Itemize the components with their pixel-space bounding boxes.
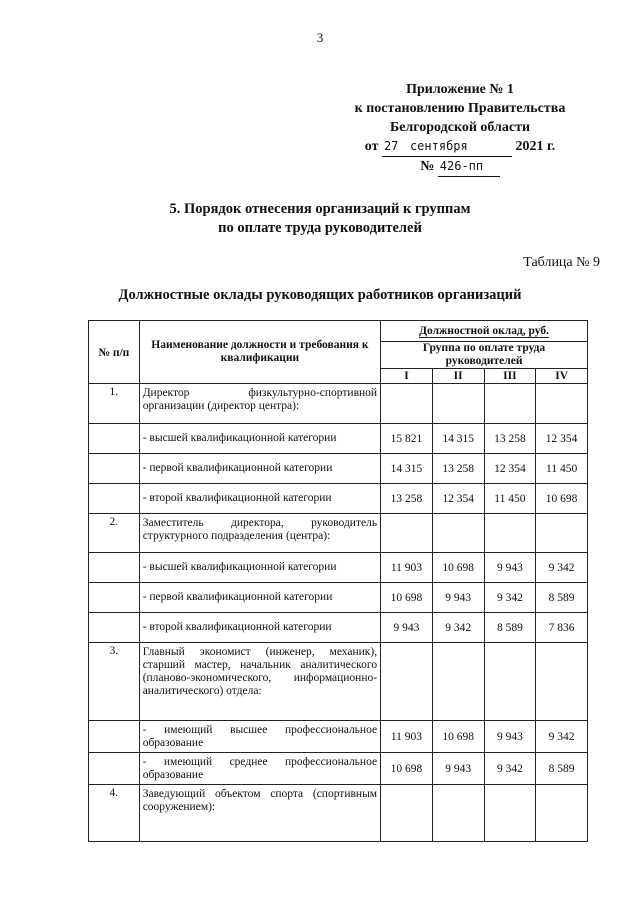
- col-header-name: Наименование должности и требования к квалификации: [139, 321, 380, 384]
- row-number: [89, 484, 140, 514]
- table-row: [89, 514, 588, 553]
- cell-value: 8 589: [536, 583, 588, 613]
- table-row: [89, 424, 588, 454]
- number-prefix: №: [420, 159, 435, 174]
- row-number: [89, 753, 140, 785]
- row-title: - высшей квалификационной категории: [139, 553, 380, 583]
- cell-value: 7 836: [536, 613, 588, 643]
- cell-value: [381, 643, 433, 721]
- cell-value: [484, 514, 536, 553]
- appendix-decree-ref: к постановлению Правительства: [354, 101, 566, 116]
- date-month: сентября: [408, 137, 512, 157]
- cell-value: 9 342: [484, 753, 536, 785]
- cell-value: 10 698: [432, 553, 484, 583]
- cell-value: 9 943: [381, 613, 433, 643]
- cell-value: 9 342: [432, 613, 484, 643]
- cell-value: [381, 384, 433, 424]
- cell-value: 14 315: [432, 424, 484, 454]
- row-number: [89, 553, 140, 583]
- section-title: [0, 200, 640, 238]
- cell-value: 9 943: [484, 553, 536, 583]
- decree-number: 426-пп: [438, 157, 500, 177]
- cell-value: [536, 384, 588, 424]
- cell-value: 8 589: [484, 613, 536, 643]
- table-row: [89, 785, 588, 842]
- appendix-region: Белгородской области: [389, 120, 531, 135]
- appendix-number-line: [330, 157, 590, 177]
- row-title: - второй квалификационной категории: [139, 484, 380, 514]
- table-title: Должностные оклады руководящих работников организаций: [118, 287, 522, 303]
- table-row: [89, 613, 588, 643]
- row-number: [89, 583, 140, 613]
- col-header-salary: Должностной оклад, руб.: [381, 321, 588, 342]
- row-title: Главный экономист (инженер, механик), старший мастер, начальник аналитического (планово-экономического, информационно-аналитического) отдела:: [139, 643, 380, 721]
- date-year: 2021 г.: [515, 139, 556, 154]
- page-number: 3: [316, 30, 324, 45]
- table-row: [89, 721, 588, 753]
- cell-value: 8 589: [536, 753, 588, 785]
- row-title: Заведующий объектом спорта (спортивным сооружением):: [139, 785, 380, 842]
- cell-value: 10 698: [536, 484, 588, 514]
- cell-value: 9 342: [484, 583, 536, 613]
- row-title: Заместитель директора, руководитель структурного подразделения (центра):: [139, 514, 380, 553]
- section-title-line2: по оплате труда руководителей: [218, 220, 422, 236]
- cell-value: [432, 514, 484, 553]
- cell-value: [432, 384, 484, 424]
- cell-value: 13 258: [432, 454, 484, 484]
- cell-value: [484, 384, 536, 424]
- table-row: [89, 484, 588, 514]
- table-row: [89, 553, 588, 583]
- table-row: [89, 384, 588, 424]
- cell-value: 13 258: [484, 424, 536, 454]
- cell-value: 12 354: [484, 454, 536, 484]
- cell-value: [536, 643, 588, 721]
- col-header-group-iv: IV: [536, 369, 588, 384]
- cell-value: [536, 785, 588, 842]
- cell-value: 11 450: [536, 454, 588, 484]
- cell-value: [381, 514, 433, 553]
- section-title-line1: 5. Порядок отнесения организаций к группам: [169, 201, 471, 217]
- cell-value: 9 342: [536, 721, 588, 753]
- row-title: - высшей квалификационной категории: [139, 424, 380, 454]
- row-number: 2.: [89, 514, 140, 553]
- cell-value: 10 698: [432, 721, 484, 753]
- row-title: Директор физкультурно-спортивной организации (директор центра):: [139, 384, 380, 424]
- appendix-date-line: [330, 137, 590, 157]
- cell-value: [381, 785, 433, 842]
- table-row: [89, 454, 588, 484]
- row-title: - второй квалификационной категории: [139, 613, 380, 643]
- cell-value: 9 943: [484, 721, 536, 753]
- cell-value: [432, 643, 484, 721]
- date-prefix: от: [364, 139, 379, 154]
- row-number: [89, 454, 140, 484]
- cell-value: 12 354: [432, 484, 484, 514]
- cell-value: 13 258: [381, 484, 433, 514]
- table-row: [89, 753, 588, 785]
- row-number: 4.: [89, 785, 140, 842]
- cell-value: 10 698: [381, 583, 433, 613]
- cell-value: 9 342: [536, 553, 588, 583]
- row-number: [89, 721, 140, 753]
- row-title: - имеющий высшее профессиональное образование: [139, 721, 380, 753]
- cell-value: 9 943: [432, 753, 484, 785]
- appendix-title: Приложение № 1: [406, 82, 514, 97]
- col-header-group-ii: II: [432, 369, 484, 384]
- date-day: 27: [382, 137, 408, 157]
- row-number: 1.: [89, 384, 140, 424]
- cell-value: [484, 643, 536, 721]
- col-header-group: Группа по оплате труда руководителей: [381, 342, 588, 369]
- cell-value: 11 450: [484, 484, 536, 514]
- row-number: 3.: [89, 643, 140, 721]
- cell-value: [432, 785, 484, 842]
- cell-value: 11 903: [381, 553, 433, 583]
- row-title: - первой квалификационной категории: [139, 583, 380, 613]
- cell-value: 11 903: [381, 721, 433, 753]
- col-header-group-iii: III: [484, 369, 536, 384]
- cell-value: 9 943: [432, 583, 484, 613]
- salary-table: [88, 320, 588, 842]
- row-number: [89, 424, 140, 454]
- cell-value: 12 354: [536, 424, 588, 454]
- cell-value: [536, 514, 588, 553]
- appendix-header: [330, 80, 590, 177]
- col-header-no: № п/п: [89, 321, 140, 384]
- table-row: [89, 583, 588, 613]
- table-label: Таблица № 9: [523, 255, 600, 270]
- col-header-group-i: I: [381, 369, 433, 384]
- row-number: [89, 613, 140, 643]
- cell-value: 14 315: [381, 454, 433, 484]
- cell-value: 10 698: [381, 753, 433, 785]
- cell-value: [484, 785, 536, 842]
- row-title: - имеющий среднее профессиональное образование: [139, 753, 380, 785]
- table-row: [89, 643, 588, 721]
- cell-value: 15 821: [381, 424, 433, 454]
- row-title: - первой квалификационной категории: [139, 454, 380, 484]
